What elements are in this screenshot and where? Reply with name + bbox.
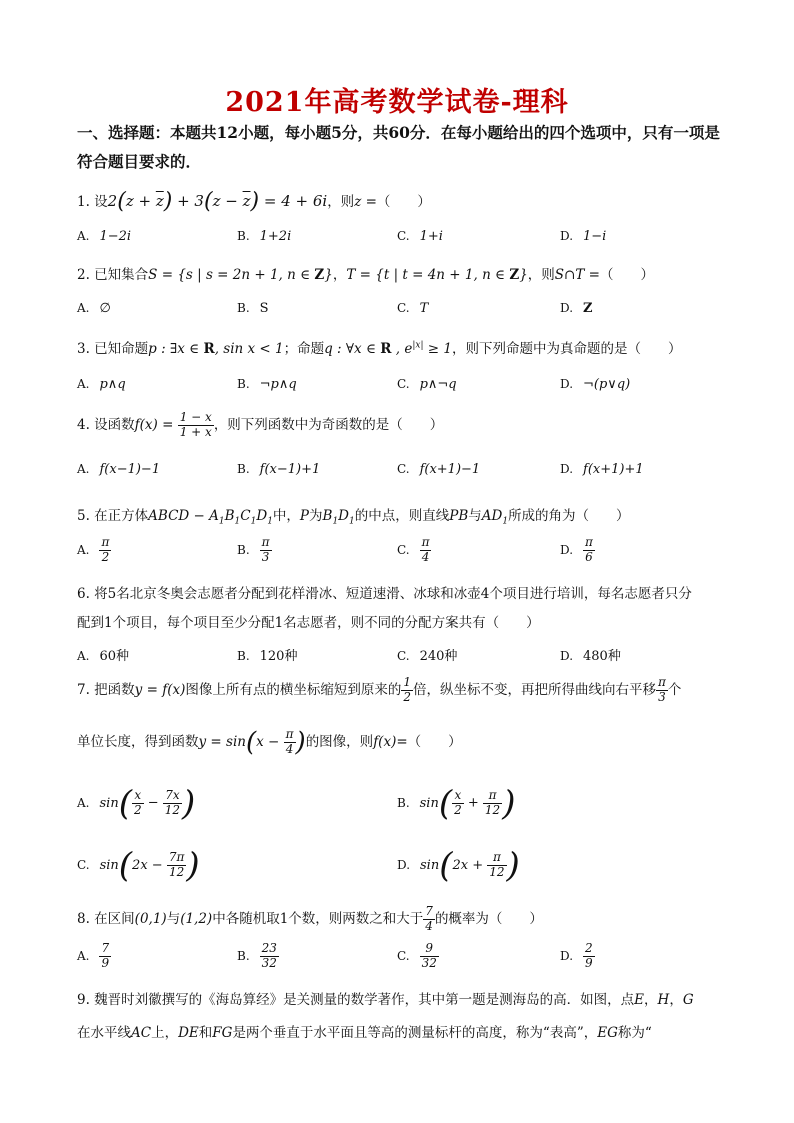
question-4: 4. 设函数f(x) = $\frac{1 - x}{1 + x}$ ，则下列函数中为奇函数的是（ ） [77,410,444,439]
q5-option-c: C. $\frac{\pi}{4}$ [397,535,430,564]
q5-option-b: B. $\frac{\pi}{3}$ [237,535,270,564]
q3-option-c: C. p∧¬q [397,377,457,392]
q2-option-a: A. ∅ [77,301,111,316]
q6-option-d: D. 480种 [560,649,621,664]
q6-option-c: C. 240种 [397,649,458,664]
question-1: 1. 设$2(z + \overline{z}) + 3(z - \overline{z}) = 4 + 6i$，则z =（ ） [77,189,431,214]
question-9-line-2: 在水平线AC上，DE和FG是两个垂直于水平面且等高的测量标杆的高度，称为“表高”，EG称为“ [77,1025,652,1041]
q5-option-a: A. $\frac{\pi}{2}$ [77,535,110,564]
q3-option-b: B. ¬p∧q [237,377,297,392]
q4-option-d: D. f(x+1)+1 [560,462,644,477]
q8-option-b: B. $\frac{23}{32}$ [237,941,277,970]
exam-title: 2021年高考数学试卷-理科 [225,87,569,118]
question-2: 2. 已知集合S = {s | s = 2n + 1, n ∈ Z}，T = {t | t = 4n + 1, n ∈ Z}，则S∩T =（ ） [77,267,654,283]
question-9-line-1: 9. 魏晋时刘徽撰写的《海岛算经》是关测量的数学著作，其中第一题是测海岛的高．如图，点E，H，G [77,992,694,1008]
q4-option-a: A. f(x−1)−1 [77,462,161,477]
q3-option-d: D. ¬(p∨q) [560,377,631,392]
q2-option-d: D. Z [560,301,593,316]
q1-option-b: B. 1+2i [237,229,292,244]
q7-option-d: D. sin(2x + $\frac{\pi}{12}$ ) [397,845,520,885]
q2-option-c: C. T [397,301,429,316]
question-5: 5. 在正方体ABCD − $A_1B_1C_1D_1$中，P为$B_1D_1$的中点，则直线PB与$AD_1$所成的角为（ ） [77,508,630,527]
q3-option-a: A. p∧q [77,377,126,392]
q2-option-b: B. S [237,301,269,316]
q7-option-b: B. sin( $\frac{x}{2}$ + $\frac{\pi}{12}$ ) [397,783,516,823]
question-7-line-2: 单位长度，得到函数y = sin(x − $\frac{\pi}{4}$ )的图像，则f(x)=（ ） [77,727,462,758]
q5-option-d: D. $\frac{\pi}{6}$ [560,535,593,564]
section-instructions: 一、选择题：本题共12小题，每小题5分，共60分．在每小题给出的四个选项中，只有一项是符合题目要求的． [77,123,720,171]
q4-option-c: C. f(x+1)−1 [397,462,481,477]
q1-option-d: D. 1−i [560,229,607,244]
q4-option-b: B. f(x−1)+1 [237,462,321,477]
question-7-line-1: 7. 把函数y = f(x)图像上所有点的横坐标缩短到原来的 $\frac{1}{2}$ 倍，纵坐标不变，再把所得曲线向右平移 $\frac{\pi}{3}$ 个 [77,675,682,704]
question-8: 8. 在区间(0,1)与(1,2)中各随机取1个数，则两数之和大于 $\frac{7}{4}$ 的概率为（ ） [77,904,543,933]
q8-option-a: A. $\frac{7}{9}$ [77,941,110,970]
question-6-line-1: 6. 将5名北京冬奥会志愿者分配到花样滑冰、短道速滑、冰球和冰壶4个项目进行培训，每名志愿者只分 [77,586,692,602]
q8-option-c: C. $\frac{9}{32}$ [397,941,437,970]
q6-option-b: B. 120种 [237,649,298,664]
q7-option-c: C. sin(2x − $\frac{7\pi}{12}$ ) [77,845,200,885]
question-6-line-2: 配到1个项目，每个项目至少分配1名志愿者，则不同的分配方案共有（ ） [77,615,540,631]
question-3: 3. 已知命题p : ∃x ∈ R, sin x < 1；命题q : ∀x ∈ R , $e^{|x|} \ge 1$，则下列命题中为真命题的是（ ） [77,340,682,357]
q8-option-d: D. $\frac{2}{9}$ [560,941,593,970]
q1-option-a: A. 1−2i [77,229,132,244]
q7-option-a: A. sin( $\frac{x}{2}$ − $\frac{7x}{12}$ ) [77,783,196,823]
q6-option-a: A. 60种 [77,649,130,664]
q1-option-c: C. 1+i [397,229,443,244]
